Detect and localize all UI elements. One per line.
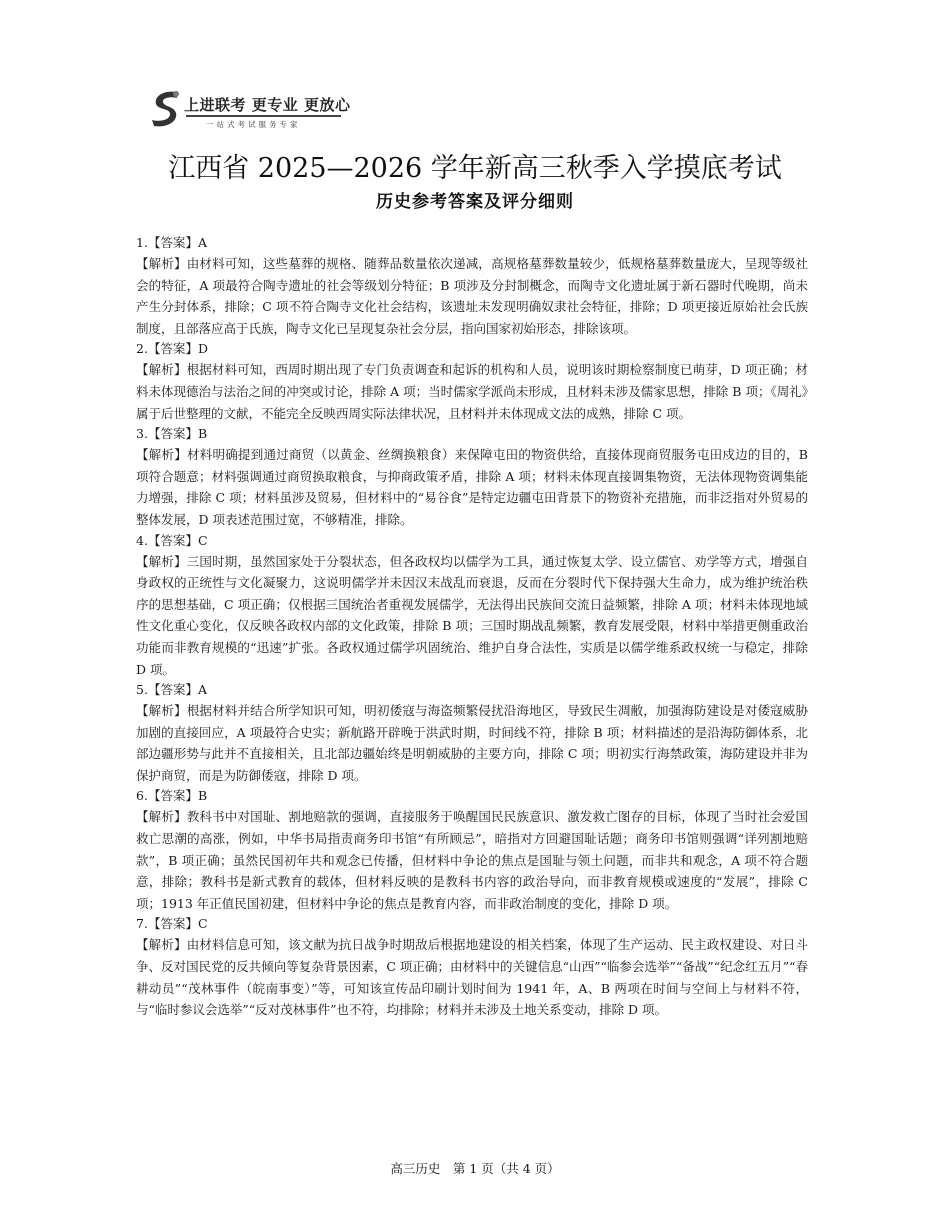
question-item: [136, 233, 808, 339]
explanation-text: 【解析】由材料可知，这些墓葬的规格、随葬品数量依次递减，高规格墓葬数量较少，低规格墓葬数量庞大，呈现等级社会的特征，A 项最符合陶寺遗址的社会等级划分特征；B 项涉及分封制概念，而陶寺文化遗址属于新石器时代晚期，尚未产生分封体系，排除；C 项不符合陶寺文化社会结构，该遗址未发现明确奴隶社会特征，排除；D 项更接近原始社会氏族制度，且部落应高于氏族，陶寺文化已呈现复杂社会分层，指向国家初始形态，排除该项。: [136, 256, 808, 336]
answer-label: 【答案】A: [148, 235, 208, 250]
answer-label: 【答案】A: [148, 682, 208, 698]
answer-label: 【答案】C: [148, 532, 208, 548]
explanation-text: 【解析】根据材料可知，西周时期出现了专门负责调查和起诉的机构和人员，说明该时期检察制度已萌芽，D 项正确；材料未体现德治与法治之间的冲突或讨论，排除 A 项；当时儒家学派尚未形成，且材料未涉及儒家思想，排除 B 项；《周礼》属于后世整理的文献，不能完全反映西周实际法律状况，且材料并未体现成文法的成熟，排除 C 项。: [136, 362, 808, 421]
question-number: 7.: [136, 916, 148, 932]
answer-list: [136, 233, 808, 1021]
answer-label: 【答案】D: [148, 341, 209, 357]
question-item: [136, 339, 808, 424]
question-number: 2.: [136, 341, 148, 357]
logo-divider: [186, 115, 341, 117]
logo-subtitle: 一站式考试服务专家: [206, 120, 301, 129]
explanation-text: 【解析】教科书中对国耻、割地赔款的强调，直接服务于唤醒国民民族意识、激发救亡图存的目标，体现了当时社会爱国救亡思潮的高涨，例如，中华书局指责商务印书馆“有所顾忌”，暗指对方回避国耻话题；商务印书馆则强调“详列割地赔款”，B 项正确；虽然民国初年共和观念已传播，但材料中争论的焦点是国耻与领土问题，而非共和观念，A 项不符合题意，排除；教科书是新式教育的载体，但材料反映的是教科书内容的政治导向，而非教育规模或速度的“发展”，排除 C 项；1913 年正值民国初建，但材料中争论的焦点是教育内容，而非政治制度的变化，排除 D 项。: [136, 809, 808, 911]
answer-label: 【答案】C: [148, 916, 208, 932]
answer-label: 【答案】B: [148, 426, 208, 442]
question-number: 6.: [136, 788, 148, 804]
question-number: 1.: [136, 235, 148, 250]
explanation-text: 【解析】根据材料并结合所学知识可知，明初倭寇与海盗频繁侵扰沿海地区，导致民生凋敝，加强海防建设是对倭寇威胁加剧的直接回应，A 项最符合史实；新航路开辟晚于洪武时期，时间线不符，排除 B 项；材料描述的是沿海防御体系，北部边疆形势与此并不直接相关，且北部边疆始终是明朝威胁的主要方向，排除 C 项；明初实行海禁政策，海防建设并非为保护商贸，而是为防御倭寇，排除 D 项。: [136, 703, 808, 783]
question-item: [136, 786, 808, 914]
question-number: 4.: [136, 532, 148, 548]
logo-emblem-icon: [146, 86, 184, 130]
brand-logo: [146, 86, 351, 134]
question-number: 5.: [136, 682, 148, 698]
question-item: [136, 914, 808, 1020]
explanation-text: 【解析】由材料信息可知，该文献为抗日战争时期敌后根据地建设的相关档案，体现了生产运动、民主政权建设、对日斗争、反对国民党的反共倾向等复杂背景因素，C 项正确；由材料中的关键信息“山西”“临参会选举”“备战”“纪念红五月”“春耕动员”“茂林事件（皖南事变）”等，可知该宣传品印刷计划时间为 1941 年，A、B 两项在时间与空间上与材料不符，与“临时参议会选举”“反对茂林事件”也不符，均排除；材料并未涉及土地关系变动，排除 D 项。: [136, 937, 808, 1018]
answer-label: 【答案】B: [148, 788, 208, 804]
page-subtitle: 历史参考答案及评分细则: [376, 192, 574, 212]
explanation-text: 【解析】三国时期，虽然国家处于分裂状态，但各政权均以儒学为工具，通过恢复太学、设立儒官、劝学等方式，增强自身政权的正统性与文化凝聚力，这说明儒学并未因汉末战乱而衰退，反而在分裂时代下保持强大生命力，成为维护统治秩序的思想基础，C 项正确；仅根据三国统治者重视发展儒学，无法得出民族间交流日益频繁，排除 A 项；材料未体现地域性文化重心变化，仅反映各政权内部的文化政策，排除 B 项；三国时期战乱频繁，教育发展受限，材料中举措更侧重政治功能而非教育规模的“迅速”扩张。各政权通过儒学巩固统治、维护自身合法性，实质是以儒学维系政权统一与稳定，排除 D 项。: [136, 553, 808, 677]
explanation-text: 【解析】材料明确提到通过商贸（以黄金、丝绸换粮食）来保障屯田的物资供给，直接体现商贸服务屯田戍边的目的，B 项符合题意；材料强调通过商贸换取粮食，与抑商政策矛盾，排除 A 项；材料未体现直接调集物资，无法体现物资调集能力增强，排除 C 项；材料虽涉及贸易，但材料中的“易谷食”是特定边疆屯田背景下的物资补充措施，而非泛指对外贸易的整体发展，D 项表述范围过宽，不够精准，排除。: [136, 447, 808, 527]
page-title: 江西省 2025—2026 学年新高三秋季入学摸底考试: [168, 153, 782, 184]
question-item: [136, 531, 808, 681]
question-item: [136, 424, 808, 530]
page-footer: 高三历史 第 1 页（共 4 页）: [390, 1161, 560, 1176]
logo-slogan: 上进联考 更专业 更放心: [184, 96, 351, 114]
question-number: 3.: [136, 426, 148, 442]
question-item: [136, 680, 808, 786]
